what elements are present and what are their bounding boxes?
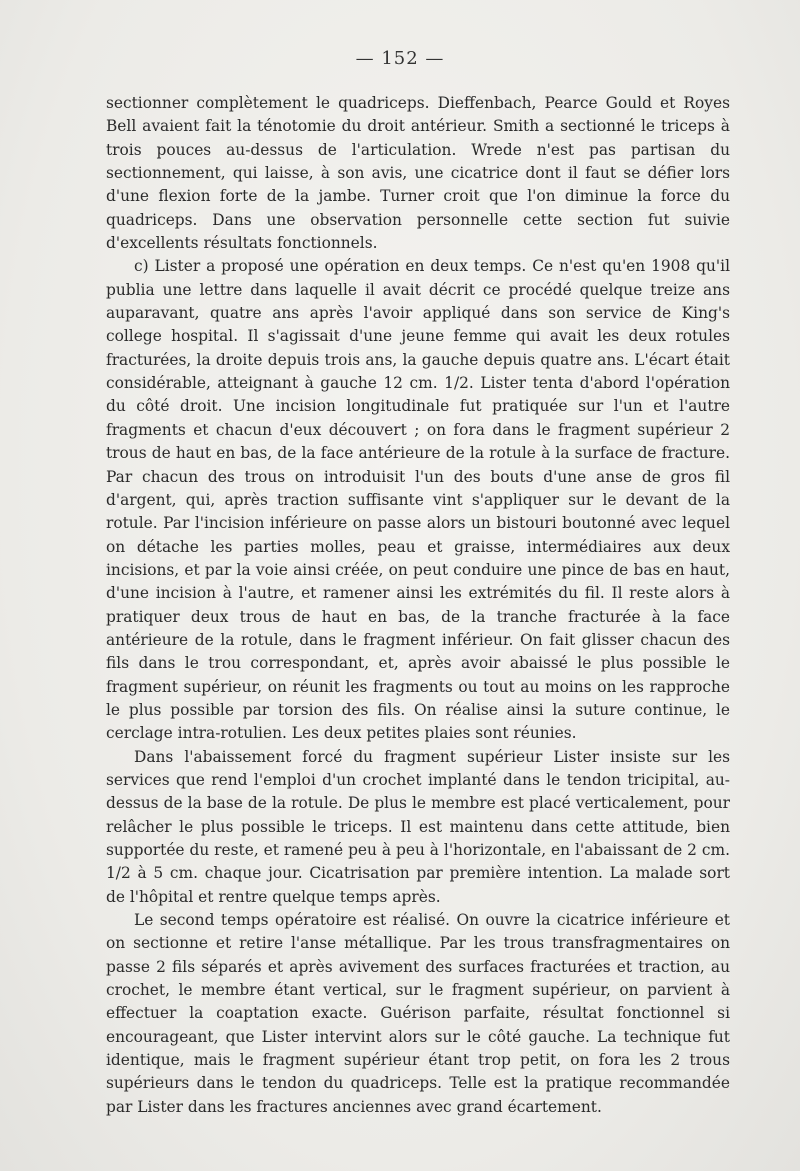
paragraph-second-temps: Le second temps opératoire est réalisé. On ouvre la cicatrice inférieure et on sectionne et retire l'anse métallique. Par les trous transfragmentaires on passe 2 fils séparés et après avivement des surfaces fracturées et traction, au crochet, le membre étant vertical, sur le fragment supérieur, on parvient à effectuer la coaptation exacte. Guérison parfaite, résultat fonctionnel si encourageant, que Lister intervint alors sur le côté gauche. La technique fut identique, mais le fragment supérieur étant trop petit, on fora les 2 trous supérieurs dans le tendon du quadriceps. Telle est la pratique recommandée par Lister dans les fractures anciennes avec grand écartement. [106, 911, 730, 1116]
paragraph-lister-operation: c) Lister a proposé une opération en deux temps. Ce n'est qu'en 1908 qu'il publia une lettre dans laquelle il avait décrit ce procédé quelque treize ans auparavant, quatre ans après l'avoir appliqué dans son service de King's college hospital. Il s'agissait d'une jeune femme qui avait les deux rotules fracturées, la droite depuis trois ans, la gauche depuis quatre ans. L'écart était considérable, atteignant à gauche 12 cm. 1/2. Lister tenta d'abord l'opération du côté droit. Une incision longitudinale fut pratiquée sur l'un et l'autre fragments et chacun d'eux découvert ; on fora dans le fragment supérieur 2 trous de haut en bas, de la face antérieure de la rotule à la surface de fracture. Par chacun des trous on introduisit l'un des bouts d'une anse de gros fil d'argent, qui, après traction suffisante vint s'appliquer sur le devant de la rotule. Par l'incision inférieure on passe alors un bistouri boutonné avec lequel on détache les parties molles, peau et graisse, intermédiaires aux deux incisions, et par la voie ainsi créée, on peut conduire une pince de bas en haut, d'une incision à l'autre, et ramener ainsi les extrémités du fil. Il reste alors à pratiquer deux trous de haut en bas, de la tranche fracturée à la face antérieure de la rotule, dans le fragment inférieur. On fait glisser chacun des fils dans le trou correspondant, et, après avoir abaissé le plus possible le fragment supérieur, on réunit les fragments ou tout au moins on les rapproche le plus possible par torsion des fils. On réalise ainsi la suture continue, le cerclage intra-rotulien. Les deux petites plaies sont réunies. [106, 257, 730, 743]
body-text [106, 92, 730, 1119]
paragraph-abaissement: Dans l'abaissement forcé du fragment supérieur Lister insiste sur les services que rend l'emploi d'un crochet implanté dans le tendon tricipital, au-dessus de la base de la rotule. De plus le membre est placé verticalement, pour relâcher le plus possible le triceps. Il est maintenu dans cette attitude, bien supportée du reste, et ramené peu à peu à l'horizontale, en l'abaissant de 2 cm. 1/2 à 5 cm. chaque jour. Cicatrisation par première intention. La malade sort de l'hôpital et rentre quelque temps après. [106, 747, 730, 906]
page-number: — 152 — [355, 48, 445, 69]
paragraph-continuation: sectionner complètement le quadriceps. Dieffenbach, Pearce Gould et Royes Bell avaient fait la ténotomie du droit antérieur. Smith a sectionné le triceps à trois pouces au-dessus de l'articulation. Wrede n'est pas partisan du sectionnement, qui laisse, à son avis, une cicatrice dont il faut se défier lors d'une flexion forte de la jambe. Turner croit que l'on diminue la force du quadriceps. Dans une observation personnelle cette section fut suivie d'excellents résultats fonctionnels. [106, 94, 730, 253]
